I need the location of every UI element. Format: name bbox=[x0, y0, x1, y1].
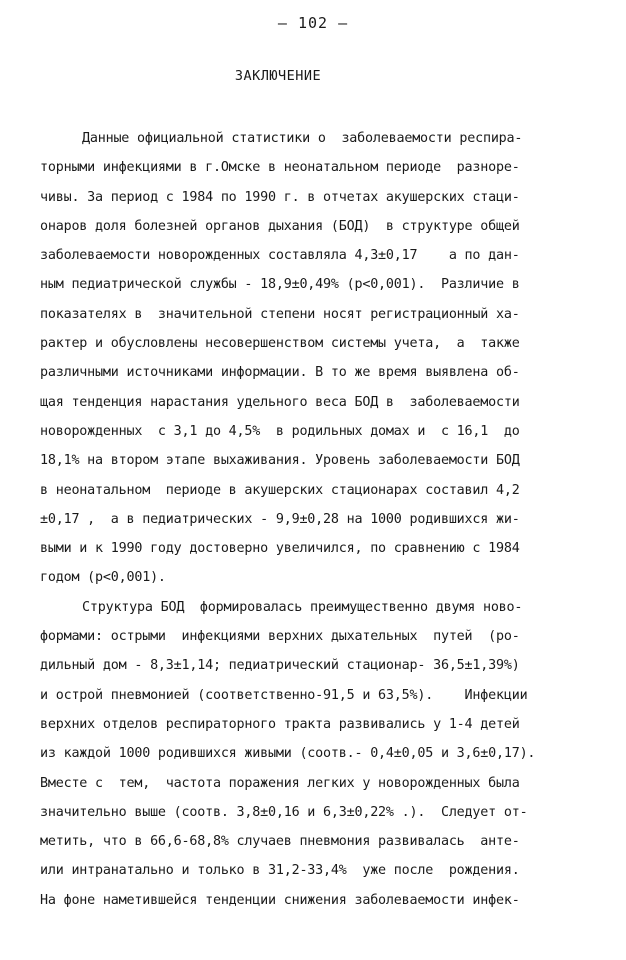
text-line: верхних отделов респираторного тракта развивались у 1-4 детей bbox=[40, 716, 520, 732]
text-line: заболеваемости новорожденных составляла 4,3±0,17 а по дан- bbox=[40, 248, 520, 264]
body-text bbox=[40, 124, 590, 915]
text-line: формами: острыми инфекциями верхних дыхательных путей (ро- bbox=[40, 629, 520, 645]
text-line: Вместе с тем, частота поражения легких у новорожденных была bbox=[40, 775, 520, 791]
text-line: онаров доля болезней органов дыхания (БОД) в структуре общей bbox=[40, 218, 520, 234]
section-heading: ЗАКЛЮЧЕНИЕ bbox=[234, 68, 322, 84]
text-line: ±0,17 , а в педиатрических - 9,9±0,28 на 1000 родившихся жи- bbox=[40, 511, 520, 527]
text-line: и острой пневмонией (соответственно-91,5 и 63,5%). Инфекции bbox=[40, 687, 528, 703]
text-line: различными источниками информации. В то же время выявлена об- bbox=[40, 365, 520, 381]
text-line: выми и к 1990 году достоверно увеличился, по сравнению с 1984 bbox=[40, 541, 520, 557]
text-line: новорожденных с 3,1 до 4,5% в родильных домах и с 16,1 до bbox=[40, 423, 520, 439]
text-line: показателях в значительной степени носят регистрационный ха- bbox=[40, 306, 520, 322]
text-line: из каждой 1000 родившихся живыми (соотв.- 0,4±0,05 и 3,6±0,17). bbox=[40, 746, 536, 762]
text-line: Данные официальной статистики о заболеваемости респира- bbox=[82, 131, 523, 146]
text-line: метить, что в 66,6-68,8% случаев пневмония развивалась анте- bbox=[40, 834, 520, 850]
text-line: ным педиатрической службы - 18,9±0,49% (p<0,001). Различие в bbox=[40, 277, 520, 293]
text-line: дильный дом - 8,3±1,14; педиатрический стационар- 36,5±1,39%) bbox=[40, 658, 520, 674]
text-line: щая тенденция нарастания удельного веса БОД в заболеваемости bbox=[40, 394, 520, 410]
page-number: – 102 – bbox=[277, 14, 349, 32]
text-line: значительно выше (соотв. 3,8±0,16 и 6,3±0,22% .). Следует от- bbox=[40, 804, 528, 820]
text-line: торными инфекциями в г.Омске в неонатальном периоде разноре- bbox=[40, 160, 520, 176]
text-line: в неонатальном периоде в акушерских стационарах составил 4,2 bbox=[40, 482, 520, 498]
text-line: или интранатально и только в 31,2-33,4% уже после рождения. bbox=[40, 863, 520, 879]
text-line: рактер и обусловлены несовершенством системы учета, а также bbox=[40, 336, 520, 352]
text-line: годом (p<0,001). bbox=[40, 570, 166, 586]
text-line: чивы. За период с 1984 по 1990 г. в отчетах акушерских стаци- bbox=[40, 189, 520, 205]
text-line: Структура БОД формировалась преимущественно двумя ново- bbox=[82, 599, 523, 615]
text-line: 18,1% на втором этапе выхаживания. Уровень заболеваемости БОД bbox=[40, 453, 520, 469]
text-line: На фоне наметившейся тенденции снижения заболеваемости инфек- bbox=[40, 892, 520, 908]
